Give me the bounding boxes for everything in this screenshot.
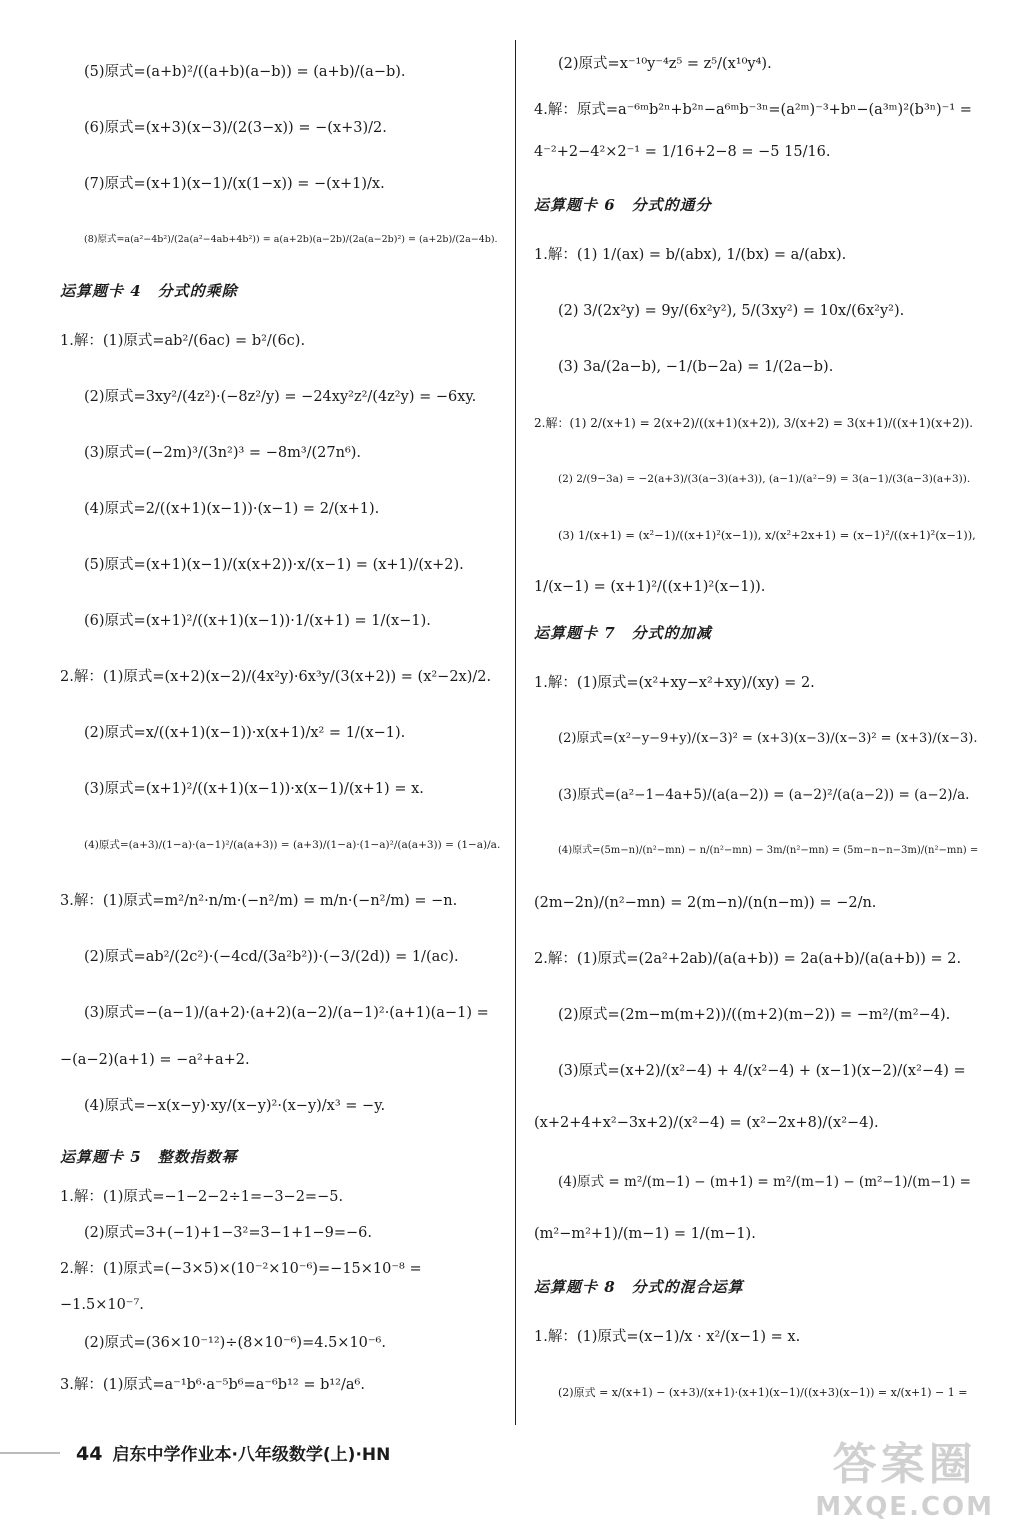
section-heading: 运算题卡 4 分式的乘除	[60, 282, 238, 300]
solution-line: (4)原式=(a+3)/(1−a)·(a−1)²/(a(a+3)) = (a+3)/(1−a)·(1−a)²/(a(a+3)) = (1−a)/a.	[84, 839, 501, 851]
solution-line: (x+2+4+x²−3x+2)/(x²−4) = (x²−2x+8)/(x²−4).	[534, 1115, 879, 1131]
solution-line: −1.5×10⁻⁷.	[60, 1297, 144, 1313]
solution-line: 1.解：(1)原式=ab²/(6ac) = b²/(6c).	[60, 333, 306, 349]
solution-line: (2)原式=3xy²/(4z²)·(−8z²/y) = −24xy²z²/(4z²y) = −6xy.	[84, 389, 477, 405]
solution-line: 1.解：(1) 1/(ax) = b/(abx), 1/(bx) = a/(abx).	[534, 247, 847, 263]
solution-line: 1/(x−1) = (x+1)²/((x+1)²(x−1)).	[534, 579, 766, 595]
solution-line: (2)原式=(2m−m(m+2))/((m+2)(m−2)) = −m²/(m²−4).	[558, 1007, 951, 1023]
solution-line: (2)原式=3+(−1)+1−3²=3−1+1−9=−6.	[84, 1225, 372, 1241]
solution-line: (2) 3/(2x²y) = 9y/(6x²y²), 5/(3xy²) = 10x/(6x²y²).	[558, 303, 905, 319]
solution-line: (4)原式=(5m−n)/(n²−mn) − n/(n²−mn) − 3m/(n²−mn) = (5m−n−n−3m)/(n²−mn) =	[558, 845, 979, 856]
section-heading: 运算题卡 6 分式的通分	[534, 196, 712, 214]
page-footer	[76, 1440, 390, 1465]
solution-line: (2)原式 = x/(x+1) − (x+3)/(x+1)·(x+1)(x−1)/((x+3)(x−1)) = x/(x+1) − 1 =	[558, 1386, 968, 1399]
solution-line: 3.解：(1)原式=a⁻¹b⁶·a⁻⁵b⁶=a⁻⁶b¹² = b¹²/a⁶.	[60, 1377, 365, 1393]
solution-line: (3)原式=(x+2)/(x²−4) + 4/(x²−4) + (x−1)(x−2)/(x²−4) =	[558, 1063, 966, 1079]
solution-line: (6)原式=(x+1)²/((x+1)(x−1))·1/(x+1) = 1/(x−1).	[84, 613, 431, 629]
watermark-logo	[815, 1428, 994, 1522]
solution-line: (5)原式=(a+b)²/((a+b)(a−b)) = (a+b)/(a−b).	[84, 64, 406, 80]
solution-line: (4)原式=−x(x−y)·xy/(x−y)²·(x−y)/x³ = −y.	[84, 1098, 386, 1114]
solution-line: (2)原式=x/((x+1)(x−1))·x(x+1)/x² = 1/(x−1).	[84, 725, 406, 741]
solution-line: 1.解：(1)原式=−1−2−2÷1=−3−2=−5.	[60, 1189, 344, 1205]
solution-line: 4⁻²+2−4²×2⁻¹ = 1/16+2−8 = −5 15/16.	[534, 144, 831, 160]
solution-line: 2.解：(1)原式=(−3×5)×(10⁻²×10⁻⁶)=−15×10⁻⁸ =	[60, 1261, 422, 1277]
solution-line: (4)原式 = m²/(m−1) − (m+1) = m²/(m−1) − (m²−1)/(m−1) =	[558, 1174, 971, 1190]
footer-rule	[0, 1452, 60, 1454]
solution-line: (3)原式=(−2m)³/(3n²)³ = −8m³/(27n⁶).	[84, 445, 362, 461]
solution-line: (7)原式=(x+1)(x−1)/(x(1−x)) = −(x+1)/x.	[84, 176, 385, 192]
section-heading: 运算题卡 5 整数指数幂	[60, 1148, 238, 1166]
solution-line: −(a−2)(a+1) = −a²+a+2.	[60, 1052, 250, 1068]
solution-line: (5)原式=(x+1)(x−1)/(x(x+2))·x/(x−1) = (x+1)/(x+2).	[84, 557, 464, 573]
solution-line: 1.解：(1)原式=(x−1)/x · x²/(x−1) = x.	[534, 1329, 801, 1345]
solution-line: (3)原式=(a²−1−4a+5)/(a(a−2)) = (a−2)²/(a(a−2)) = (a−2)/a.	[558, 787, 970, 803]
section-heading: 运算题卡 8 分式的混合运算	[534, 1278, 744, 1296]
solution-line: 2.解：(1)原式=(2a²+2ab)/(a(a+b)) = 2a(a+b)/(a(a+b)) = 2.	[534, 951, 962, 967]
solution-line: (2)原式=ab²/(2c²)·(−4cd/(3a²b²))·(−3/(2d)) = 1/(ac).	[84, 949, 459, 965]
solution-line: (2) 2/(9−3a) = −2(a+3)/(3(a−3)(a+3)), (a−1)/(a²−9) = 3(a−1)/(3(a−3)(a+3)).	[558, 473, 971, 485]
watermark-url: MXQE.COM	[815, 1492, 994, 1522]
solution-line: 3.解：(1)原式=m²/n²·n/m·(−n²/m) = m/n·(−n²/m) = −n.	[60, 893, 458, 909]
solution-line: (3)原式=(x+1)²/((x+1)(x−1))·x(x−1)/(x+1) = x.	[84, 781, 424, 797]
solution-line: 1.解：(1)原式=(x²+xy−x²+xy)/(xy) = 2.	[534, 675, 815, 691]
column-divider	[515, 40, 516, 1425]
solution-line: 2.解：(1)原式=(x+2)(x−2)/(4x²y)·6x³y/(3(x+2)) = (x²−2x)/2.	[60, 669, 492, 685]
solution-line: (3)原式=−(a−1)/(a+2)·(a+2)(a−2)/(a−1)²·(a+1)(a−1) =	[84, 1005, 489, 1021]
solution-line: 2.解：(1) 2/(x+1) = 2(x+2)/((x+1)(x+2)), 3/(x+2) = 3(x+1)/((x+1)(x+2)).	[534, 416, 974, 430]
solution-line: (3) 1/(x+1) = (x²−1)/((x+1)²(x−1)), x/(x²+2x+1) = (x−1)²/((x+1)²(x−1)),	[558, 528, 976, 542]
solution-line: (8)原式=a(a²−4b²)/(2a(a²−4ab+4b²)) = a(a+2b)(a−2b)/(2a(a−2b)²) = (a+2b)/(2a−4b).	[84, 234, 498, 245]
solution-line: (4)原式=2/((x+1)(x−1))·(x−1) = 2/(x+1).	[84, 501, 380, 517]
book-title: 启东中学作业本·八年级数学(上)·HN	[112, 1445, 391, 1465]
watermark-text: 答案圈	[832, 1439, 977, 1490]
solution-line: (2m−2n)/(n²−mn) = 2(m−n)/(n(n−m)) = −2/n.	[534, 895, 877, 911]
solution-line: (m²−m²+1)/(m−1) = 1/(m−1).	[534, 1226, 756, 1242]
solution-line: (3) 3a/(2a−b), −1/(b−2a) = 1/(2a−b).	[558, 359, 834, 375]
page-number: 44	[76, 1443, 103, 1465]
solution-line: (2)原式=(36×10⁻¹²)÷(8×10⁻⁶)=4.5×10⁻⁶.	[84, 1335, 386, 1351]
solution-line: (2)原式=x⁻¹⁰y⁻⁴z⁵ = z⁵/(x¹⁰y⁴).	[558, 56, 772, 72]
solution-line: (2)原式=(x²−y−9+y)/(x−3)² = (x+3)(x−3)/(x−3)² = (x+3)/(x−3).	[558, 731, 978, 746]
section-heading: 运算题卡 7 分式的加减	[534, 624, 712, 642]
solution-line: (6)原式=(x+3)(x−3)/(2(3−x)) = −(x+3)/2.	[84, 120, 387, 136]
solution-line: 4.解：原式=a⁻⁶ᵐb²ⁿ+b²ⁿ−a⁶ᵐb⁻³ⁿ=(a²ᵐ)⁻³+bⁿ−(a³ᵐ)²(b³ⁿ)⁻¹ =	[534, 102, 972, 118]
